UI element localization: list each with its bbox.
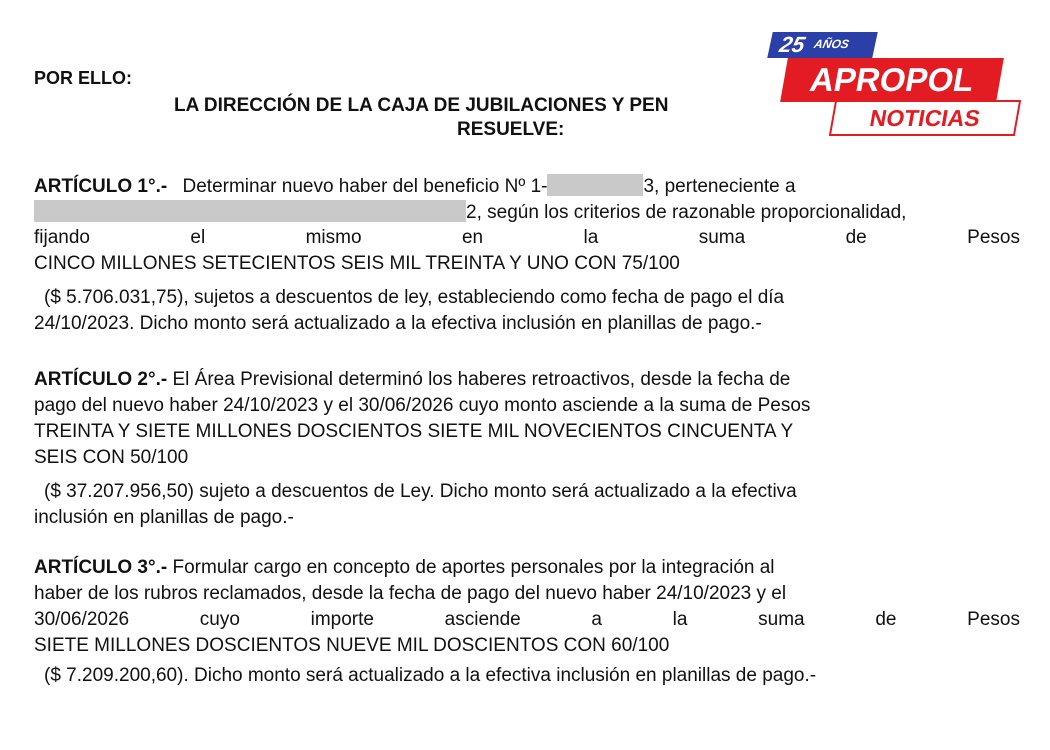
word: asciende bbox=[444, 609, 521, 630]
article-1-line-2-text: 2, según los criterios de razonable proporcionalidad, bbox=[466, 202, 907, 223]
article-1-line-5: ($ 5.706.031,75), sujetos a descuentos de ley, estableciendo como fecha de pago el día bbox=[44, 287, 785, 308]
word: la bbox=[672, 609, 688, 630]
logo-years-number: 25 bbox=[777, 32, 808, 57]
article-1-line-4: CINCO MILLONES SETECIENTOS SEIS MIL TREINTA Y UNO CON 75/100 bbox=[34, 253, 680, 274]
article-2-text: El Área Previsional determinó los haberes retroactivos, desde la fecha de bbox=[172, 369, 791, 390]
article-2-title: ARTÍCULO 2°.- bbox=[34, 369, 168, 390]
word: Pesos bbox=[967, 227, 1020, 248]
article-1-title: ARTÍCULO 1°.- bbox=[34, 176, 168, 197]
article-2-line-6: inclusión en planillas de pago.- bbox=[34, 507, 294, 528]
word: importe bbox=[310, 609, 374, 630]
word: 30/06/2026 bbox=[34, 609, 130, 630]
logo-subtitle: NOTICIAS bbox=[829, 100, 1021, 136]
redacted-block bbox=[34, 200, 466, 222]
article-1-text: Determinar nuevo haber del beneficio Nº 1- bbox=[182, 176, 548, 197]
article-2-line-4: SEIS CON 50/100 bbox=[34, 447, 189, 468]
article-1-line-2 bbox=[34, 200, 906, 225]
direction-heading: LA DIRECCIÓN DE LA CAJA DE JUBILACIONES Y PEN bbox=[174, 95, 669, 116]
word: suma bbox=[698, 227, 746, 248]
article-2-line-1 bbox=[34, 368, 790, 392]
word: cuyo bbox=[199, 609, 240, 630]
article-1-line-1 bbox=[34, 174, 796, 199]
logo-brand: APROPOL bbox=[780, 58, 1004, 102]
article-2-line-5: ($ 37.207.956,50) sujeto a descuentos de Ley. Dicho monto será actualizado a la efectiva bbox=[44, 481, 797, 502]
word: Pesos bbox=[967, 609, 1020, 630]
word: de bbox=[845, 227, 867, 248]
por-ello-heading: POR ELLO: bbox=[34, 68, 132, 88]
word: el bbox=[190, 227, 206, 248]
word: mismo bbox=[305, 227, 362, 248]
word: la bbox=[583, 227, 599, 248]
logo-years-label: AÑOS bbox=[812, 37, 851, 51]
article-1-text-end: 3, perteneciente a bbox=[643, 176, 796, 197]
article-3-title: ARTÍCULO 3°.- bbox=[34, 557, 168, 578]
article-3-line-4: SIETE MILLONES DOSCIENTOS NUEVE MIL DOSCIENTOS CON 60/100 bbox=[34, 635, 670, 656]
word: a bbox=[591, 609, 602, 630]
article-3-line-3 bbox=[34, 608, 1020, 632]
article-1-line-3 bbox=[34, 226, 1020, 250]
word: fijando bbox=[34, 227, 90, 248]
article-3-line-5: ($ 7.209.200,60). Dicho monto será actualizado a la efectiva inclusión en planillas de pago.- bbox=[44, 665, 817, 686]
article-3-line-2: haber de los rubros reclamados, desde la fecha de pago del nuevo haber 24/10/2023 y el bbox=[34, 583, 787, 604]
article-1-line-6: 24/10/2023. Dicho monto será actualizado a la efectiva inclusión en planillas de pago.- bbox=[34, 313, 762, 334]
apropol-noticias-logo bbox=[770, 32, 1020, 136]
redacted-block bbox=[547, 174, 643, 196]
resuelve-heading: RESUELVE: bbox=[457, 119, 565, 140]
logo-years-badge bbox=[767, 32, 878, 58]
word: suma bbox=[758, 609, 805, 630]
article-2-line-3: TREINTA Y SIETE MILLONES DOSCIENTOS SIETE MIL NOVECIENTOS CINCUENTA Y bbox=[34, 421, 794, 442]
article-2-line-2: pago del nuevo haber 24/10/2023 y el 30/06/2026 cuyo monto asciende a la suma de Pesos bbox=[34, 395, 811, 416]
article-3-text: Formular cargo en concepto de aportes personales por la integración al bbox=[172, 557, 775, 578]
word: en bbox=[461, 227, 484, 248]
article-3-line-1 bbox=[34, 556, 775, 580]
word: de bbox=[875, 609, 897, 630]
